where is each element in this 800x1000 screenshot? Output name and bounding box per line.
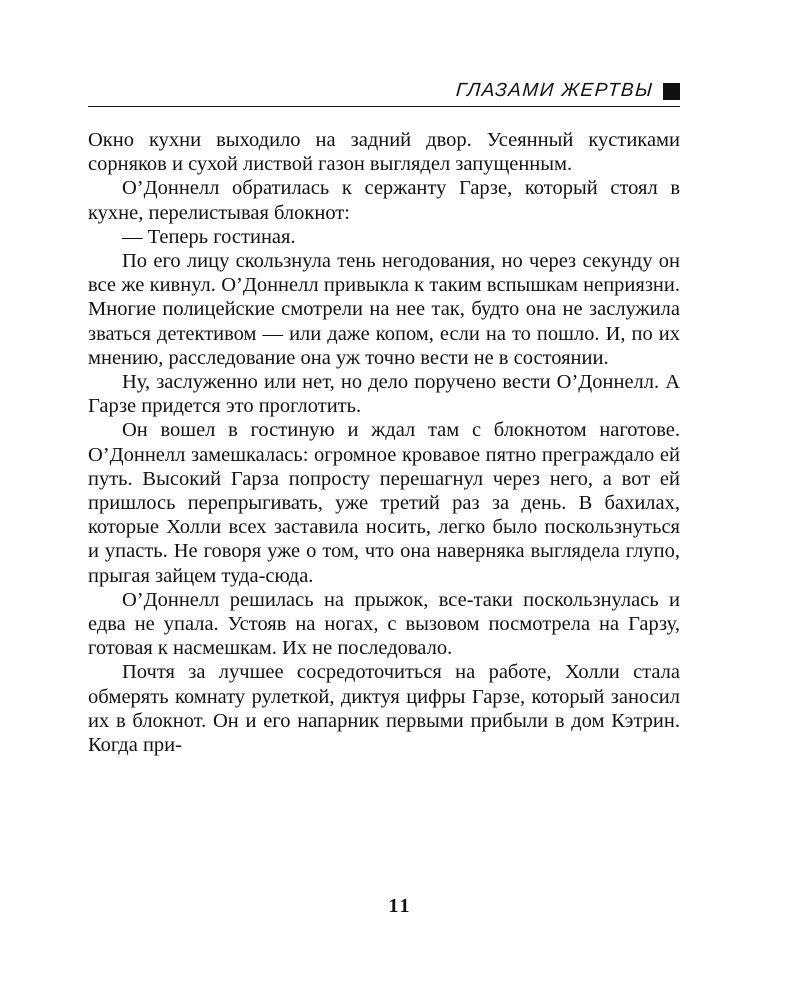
header-rule xyxy=(88,106,680,107)
paragraph: Он вошел в гостиную и ждал там с блокнотом наготове. О’Доннелл замешкалась: огромное кровавое пятно преграждало ей путь. Высокий Гарза попросту перешагнул через него, а вот ей пришлось перепрыгивать, уже третий раз за день. В бахилах, которые Холли всех заставила носить, легко было поскользнуться и упасть. Не говоря уже о том, что она наверняка выглядела глупо, прыгая зайцем туда-сюда. xyxy=(88,419,680,587)
running-head-title: ГЛАЗАМИ ЖЕРТВЫ xyxy=(454,80,654,101)
paragraph: Ну, заслуженно или нет, но дело поручено вести О’Доннелл. А Гарзе придется это проглотить. xyxy=(88,371,680,418)
body-text xyxy=(88,128,680,757)
paragraph: По его лицу скользнула тень негодования, но через секунду он все же кивнул. О’Доннелл привыкла к таким вспышкам неприязни. Многие полицейские смотрели на нее так, будто она не заслужила зваться детективом — или даже копом, если на то пошло. И, по их мнению, расследование она уж точно вести не в состоянии. xyxy=(88,250,680,369)
running-head xyxy=(88,78,680,104)
paragraph: О’Доннелл решилась на прыжок, все-таки поскользнулась и едва не упала. Устояв на ногах, с вызовом посмотрела на Гарзу, готовая к насмешкам. Их не последовало. xyxy=(88,588,680,660)
page-number: 11 xyxy=(388,895,412,917)
square-ornament-icon xyxy=(663,83,680,100)
paragraph: О’Доннелл обратилась к сержанту Гарзе, который стоял в кухне, перелистывая блокнот: xyxy=(88,177,680,224)
paragraph: Окно кухни выходило на задний двор. Усеянный кустиками сорняков и сухой листвой газон выглядел запущенным. xyxy=(88,129,680,176)
paragraph: — Теперь гостиная. xyxy=(122,225,296,248)
paragraph: Почтя за лучшее сосредоточиться на работе, Холли стала обмерять комнату рулеткой, диктуя цифры Гарзе, который заносил их в блокнот. Он и его напарник первыми прибыли в дом Кэтрин. Когда при- xyxy=(88,661,680,757)
